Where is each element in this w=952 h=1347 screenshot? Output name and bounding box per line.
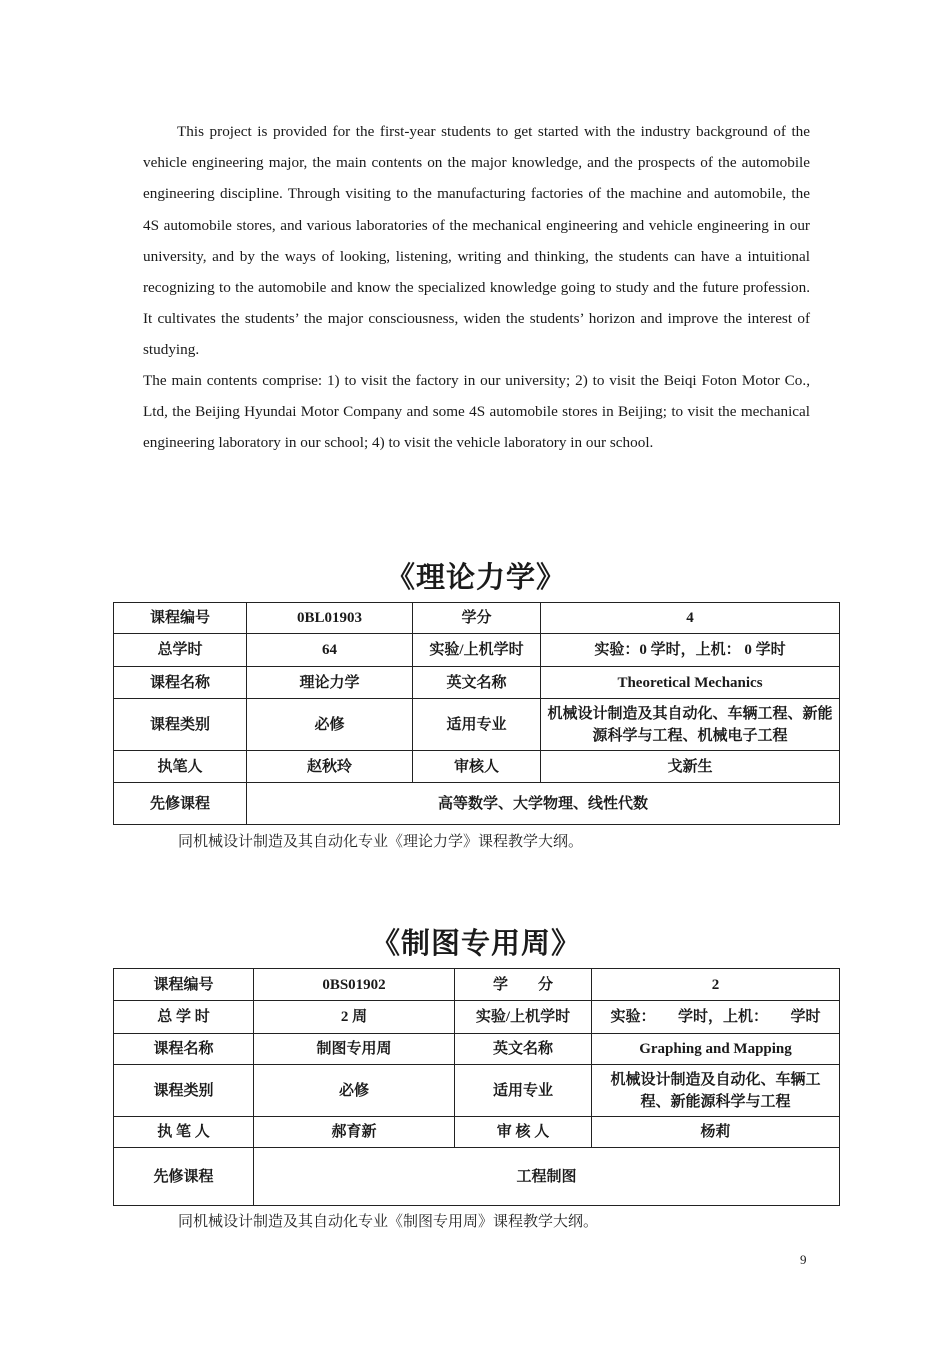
table-row <box>114 969 840 1001</box>
label-prerequisites: 先修课程 <box>114 783 247 825</box>
value-english-name: Theoretical Mechanics <box>541 667 840 699</box>
table-row <box>114 751 840 783</box>
table-row <box>114 1034 840 1065</box>
course1-table <box>113 602 840 825</box>
table-row <box>114 1065 840 1117</box>
value-total-hours: 2 周 <box>254 1001 455 1034</box>
value-author: 赵秋玲 <box>247 751 413 783</box>
value-course-name: 制图专用周 <box>254 1034 455 1065</box>
label-prerequisites: 先修课程 <box>114 1148 254 1206</box>
label-total-hours: 总 学 时 <box>114 1001 254 1034</box>
label-course-category: 课程类别 <box>114 699 247 751</box>
label-total-hours: 总学时 <box>114 634 247 667</box>
label-reviewer: 审 核 人 <box>455 1117 592 1148</box>
value-reviewer: 戈新生 <box>541 751 840 783</box>
table-row <box>114 1001 840 1034</box>
table-row <box>114 1148 840 1206</box>
label-credits: 学分 <box>413 603 541 634</box>
table-row <box>114 699 840 751</box>
value-credits: 4 <box>541 603 840 634</box>
value-total-hours: 64 <box>247 634 413 667</box>
label-english-name: 英文名称 <box>413 667 541 699</box>
label-author: 执 笔 人 <box>114 1117 254 1148</box>
table-row <box>114 667 840 699</box>
value-lab-hours: 实验： 学时，上机： 学时 <box>592 1001 840 1034</box>
label-credits: 学 分 <box>455 969 592 1001</box>
label-english-name: 英文名称 <box>455 1034 592 1065</box>
label-course-code: 课程编号 <box>114 969 254 1001</box>
value-english-name: Graphing and Mapping <box>592 1034 840 1065</box>
label-reviewer: 审核人 <box>413 751 541 783</box>
course2-note: 同机械设计制造及其自动化专业《制图专用周》课程教学大纲。 <box>178 1212 599 1230</box>
table-row <box>114 783 840 825</box>
label-course-name: 课程名称 <box>114 667 247 699</box>
value-prerequisites: 工程制图 <box>254 1148 840 1206</box>
label-lab-hours: 实验/上机学时 <box>455 1001 592 1034</box>
value-course-name: 理论力学 <box>247 667 413 699</box>
label-applicable-majors: 适用专业 <box>455 1065 592 1117</box>
table-row <box>114 1117 840 1148</box>
value-course-category: 必修 <box>247 699 413 751</box>
value-course-code: 0BL01903 <box>247 603 413 634</box>
value-author: 郝育新 <box>254 1117 455 1148</box>
value-course-category: 必修 <box>254 1065 455 1117</box>
label-course-category: 课程类别 <box>114 1065 254 1117</box>
label-course-name: 课程名称 <box>114 1034 254 1065</box>
intro-paragraph-2: The main contents comprise: 1) to visit the factory in our university; 2) to visit the Beiqi Foton Motor Co., Ltd, the Beijing Hyundai Motor Company and some 4S automobile stores in Beijing; to visit the mechanical engineering laboratory in our school; 4) to visit the vehicle laboratory in our school. <box>143 372 810 452</box>
value-lab-hours: 实验：0 学时，上机： 0 学时 <box>541 634 840 667</box>
course1-title: 《理论力学》 <box>385 562 566 594</box>
course2-table <box>113 968 840 1206</box>
value-course-code: 0BS01902 <box>254 969 455 1001</box>
label-course-code: 课程编号 <box>114 603 247 634</box>
value-applicable-majors: 机械设计制造及其自动化、车辆工程、新能源科学与工程、机械电子工程 <box>541 699 840 751</box>
value-prerequisites: 高等数学、大学物理、线性代数 <box>247 783 840 825</box>
page-number: 9 <box>800 1252 807 1267</box>
value-reviewer: 杨莉 <box>592 1117 840 1148</box>
course1-note: 同机械设计制造及其自动化专业《理论力学》课程教学大纲。 <box>178 832 584 850</box>
table-row <box>114 603 840 634</box>
course2-title: 《制图专用周》 <box>370 928 581 960</box>
value-credits: 2 <box>592 969 840 1001</box>
label-lab-hours: 实验/上机学时 <box>413 634 541 667</box>
intro-paragraph-1: This project is provided for the first-year students to get started with the industry background of the vehicle engineering major, the main contents on the major knowledge, and the prospects of the automobile engineering discipline. Through visiting to the manufacturing factories of the machine and automobile, the 4S automobile stores, and various laboratories of the mechanical engineering and vehicle engineering in our university, and by the ways of looking, listening, writing and thinking, the students can have a intuitional recognizing to the automobile and know the specialized knowledge going to study and the future profession. It cultivates the students’ the major consciousness, widen the students’ horizon and improve the interest of studying. <box>143 123 810 359</box>
value-applicable-majors: 机械设计制造及自动化、车辆工程、新能源科学与工程 <box>592 1065 840 1117</box>
label-applicable-majors: 适用专业 <box>413 699 541 751</box>
table-row <box>114 634 840 667</box>
label-author: 执笔人 <box>114 751 247 783</box>
